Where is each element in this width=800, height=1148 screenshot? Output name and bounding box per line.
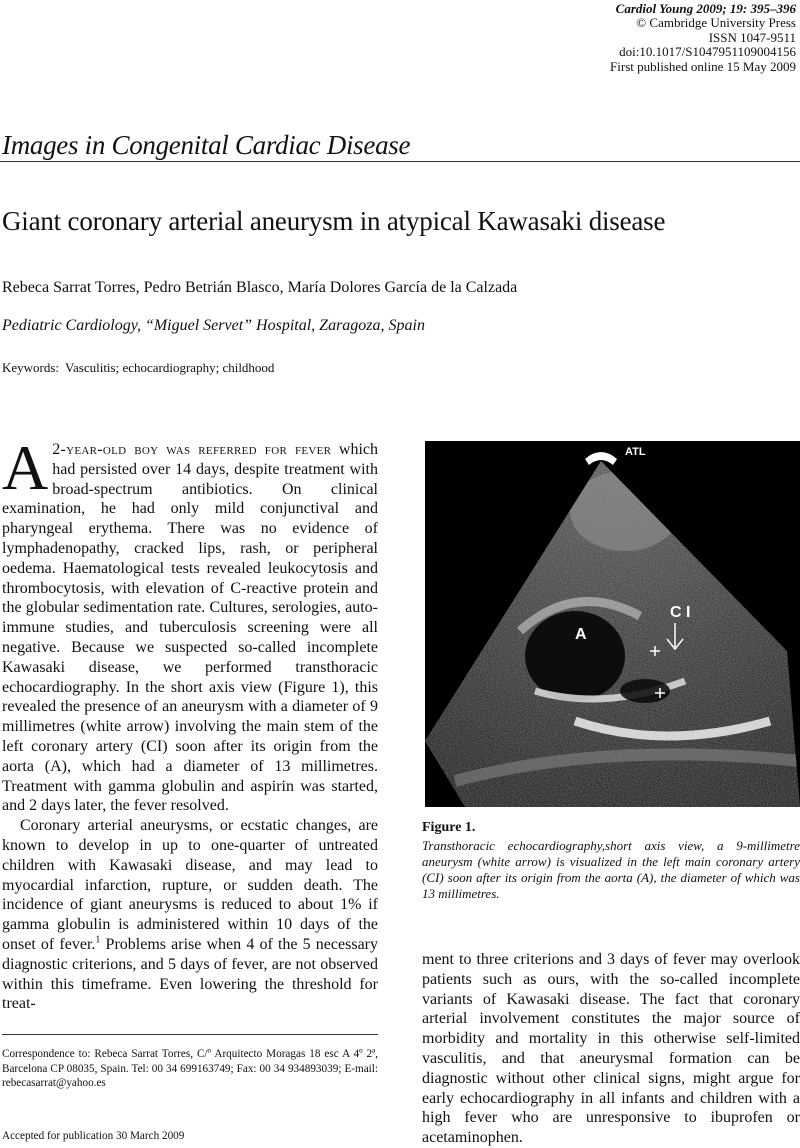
echocardiography-image [425, 441, 800, 807]
affiliation: Pediatric Cardiology, “Miguel Servet” Hospital, Zaragoza, Spain [2, 317, 425, 334]
body-column-right [422, 950, 800, 1148]
paragraph-1-text: which had persisted over 14 days, despite treatment with broad-spectrum antibiotics. On clinical examination, he had only mild conjunctival and pharyngeal erythema. There was no evidence of lymphadenopathy, cracked lips, rash, or peripheral oedema. Haematological tests revealed leukocytosis and thrombocytosis, with elevation of C-reactive protein and the globular sedimentation rate. Cultures, serologies, auto-immune studies, and tuberculosis screening were all negative. Because we suspected so-called incomplete Kawasaki disease, we performed transthoracic echocardiography. In the short axis view (Figure 1), this revealed the presence of an aneurysm with a diameter of 9 millimetres (white arrow) involving the main stem of the left coronary artery (CI) soon after its origin from the aorta (A), which had a diameter of 13 millimetres. Treatment with gamma globulin and aspirin was started, and 2 days later, the fever resolved. [2, 441, 378, 815]
paragraph-2-rest: Problems arise when 4 of the 5 necessary diagnostic criterions, and 5 days of fever, are not observed within this timeframe. Even lowering the threshold for treat- [2, 935, 378, 1013]
section-divider [0, 161, 800, 162]
journal-published: First published online 15 May 2009 [610, 58, 796, 74]
accepted-date: Accepted for publication 30 March 2009 [2, 1130, 185, 1142]
journal-issn: ISSN 1047-9511 [708, 29, 796, 45]
correspondence-note: Correspondence to: Rebeca Sarrat Torres, C/º Arquitecto Moragas 18 esc A 4º 2ª, Barcelona CP 08035, Spain. Tel: 00 34 699163749; Fax: 00 34 934893039; E-mail: rebecasarrat@yahoo.es [2, 1048, 378, 1090]
aorta-label: A [575, 626, 587, 643]
body-paragraph-3: ment to three criterions and 3 days of fever may overlook patients such as ours, with the so-called incomplete variants of Kawasaki disease. The fact that coronary arterial involvement constitutes the major source of morbidity and mortality in this otherwise self-limited vasculitis, and that aneurysmal formation can be diagnostic without other clinical signs, might argue for early echocardiography in all infants and children with a high fever who are unresponsive to ibuprofen or acetaminophen. [422, 951, 800, 1147]
body-paragraph-2 [2, 816, 378, 1014]
journal-copyright: © Cambridge University Press [636, 15, 796, 31]
keywords-label: Keywords: [2, 360, 60, 375]
footnote-divider [2, 1034, 378, 1035]
journal-doi: doi:10.1017/S1047951109004156 [619, 44, 796, 60]
body-paragraph-1 [2, 432, 378, 816]
opening-smallcaps: 2-year-old boy was referred for fever [52, 441, 332, 458]
body-column-left [2, 432, 378, 1014]
figure-label: Figure 1. [422, 820, 476, 835]
keywords [2, 360, 274, 376]
keywords-values: Vasculitis; echocardiography; childhood [65, 360, 275, 375]
paragraph-2-text: Coronary arterial aneurysms, or ecstatic changes, are known to develop in up to one-quarter of untreated children with Kawasaki disease, and may lead to myocardial infarction, rupture, or sudden death. The incidence of giant aneurysms is reduced to about 1% if gamma globulin is administered within 10 days of the onset of fever. [2, 817, 378, 953]
drop-cap: A [2, 432, 49, 503]
probe-label: ATL [625, 446, 646, 458]
coronary-label: C I [670, 604, 691, 621]
authors: Rebeca Sarrat Torres, Pedro Betrián Blasco, María Dolores García de la Calzada [2, 279, 518, 296]
figure-caption: Transthoracic echocardiography,short axis view, a 9-millimetre aneurysm (white arrow) is visualized in the left main coronary artery (CI) soon after its origin from the aorta (A), the diameter of which was 13 millimetres. [422, 838, 800, 901]
section-title: Images in Congenital Cardiac Disease [2, 130, 411, 160]
journal-citation: Cardiol Young 2009; 19: 395–396 [615, 1, 796, 16]
reference-superscript[interactable]: 1 [95, 934, 101, 946]
journal-info [610, 2, 796, 74]
article-title: Giant coronary arterial aneurysm in atypical Kawasaki disease [2, 206, 666, 236]
